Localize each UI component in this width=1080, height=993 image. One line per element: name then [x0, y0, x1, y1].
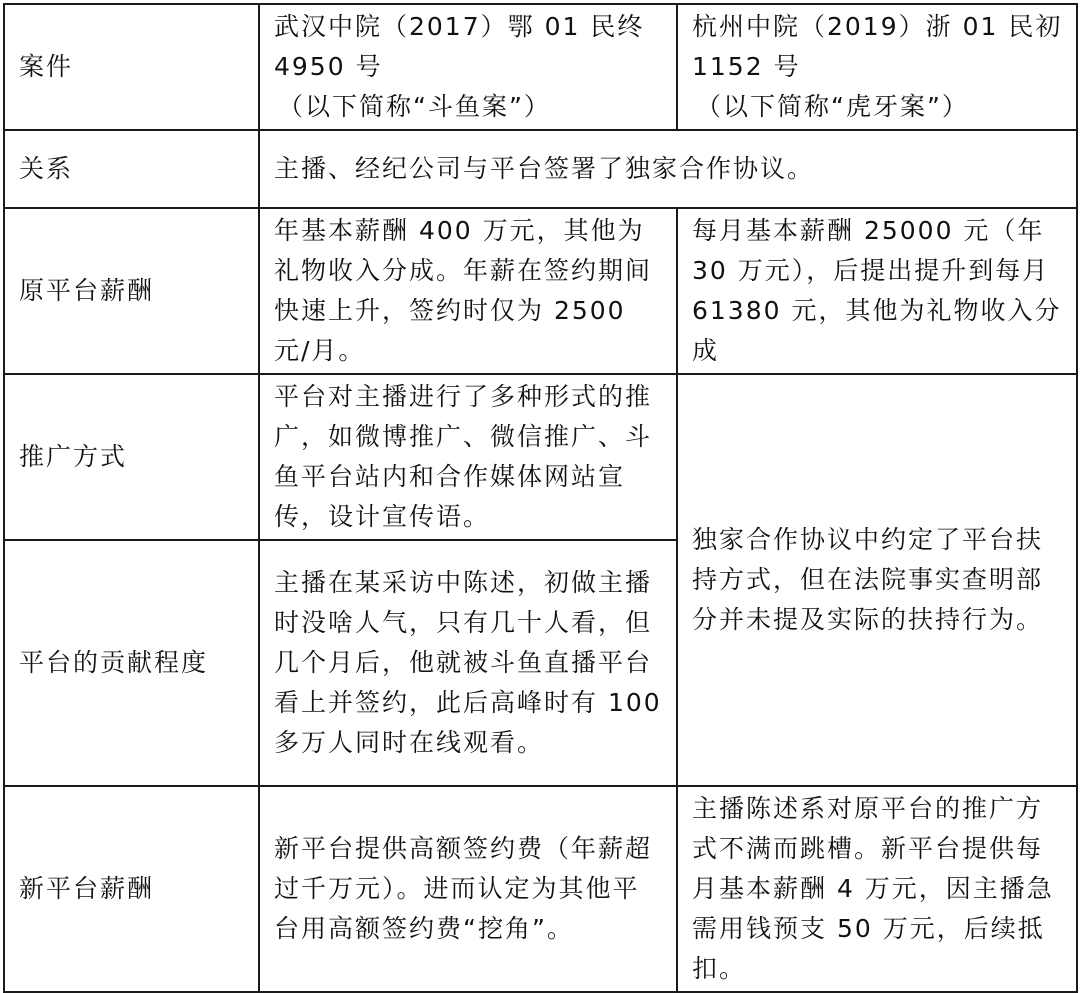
- table-row-relation: [4, 130, 1077, 208]
- cell-huya-new-salary: 主播陈述系对原平台的推广方式不满而跳槽。新平台提供每月基本薪酬 4 万元，因主播急需用钱预支 50 万元，后续抵扣。: [677, 786, 1077, 992]
- row-label-original-salary: 原平台薪酬: [4, 208, 259, 374]
- row-label-contribution: 平台的贡献程度: [4, 540, 259, 786]
- cell-douyu-contribution: 主播在某采访中陈述，初做主播时没啥人气，只有几十人看，但几个月后，他就被斗鱼直播平台看上并签约，此后高峰时有 100 多万人同时在线观看。: [259, 540, 677, 786]
- cell-relation: 主播、经纪公司与平台签署了独家合作协议。: [259, 130, 1077, 208]
- cell-huya-promotion-contribution: 独家合作协议中约定了平台扶持方式，但在法院事实查明部分并未提及实际的扶持行为。: [677, 374, 1077, 786]
- row-label-relation: 关系: [4, 130, 259, 208]
- row-label-new-salary: 新平台薪酬: [4, 786, 259, 992]
- huya-case-alias: （以下简称“虎牙案”）: [696, 92, 969, 121]
- cell-huya-original-salary: 每月基本薪酬 25000 元（年 30 万元），后提出提升到每月 61380 元，其他为礼物收入分成: [677, 208, 1077, 374]
- case-comparison-table: [3, 3, 1078, 993]
- huya-case-number-suffix: 1152 号: [692, 52, 801, 81]
- douyu-case-alias: （以下简称“斗鱼案”）: [278, 92, 551, 121]
- cell-huya-case: [677, 4, 1077, 130]
- huya-case-number: 杭州中院（2019）浙 01 民初: [692, 12, 1063, 41]
- cell-douyu-new-salary: 新平台提供高额签约费（年薪超过千万元）。进而认定为其他平台用高额签约费“挖角”。: [259, 786, 677, 992]
- row-label-case: 案件: [4, 4, 259, 130]
- douyu-case-number: 武汉中院（2017）鄂 01 民终: [274, 12, 645, 41]
- cell-douyu-case: [259, 4, 677, 130]
- table-row-case: [4, 4, 1077, 130]
- douyu-case-number-suffix: 4950 号: [274, 52, 383, 81]
- cell-douyu-original-salary: 年基本薪酬 400 万元，其他为礼物收入分成。年薪在签约期间快速上升，签约时仅为 2500 元/月。: [259, 208, 677, 374]
- cell-douyu-promotion: 平台对主播进行了多种形式的推广，如微博推广、微信推广、斗鱼平台站内和合作媒体网站宣传，设计宣传语。: [259, 374, 677, 540]
- table-row-original-salary: [4, 208, 1077, 374]
- table-row-promotion: [4, 374, 1077, 540]
- row-label-promotion: 推广方式: [4, 374, 259, 540]
- table-row-new-salary: [4, 786, 1077, 992]
